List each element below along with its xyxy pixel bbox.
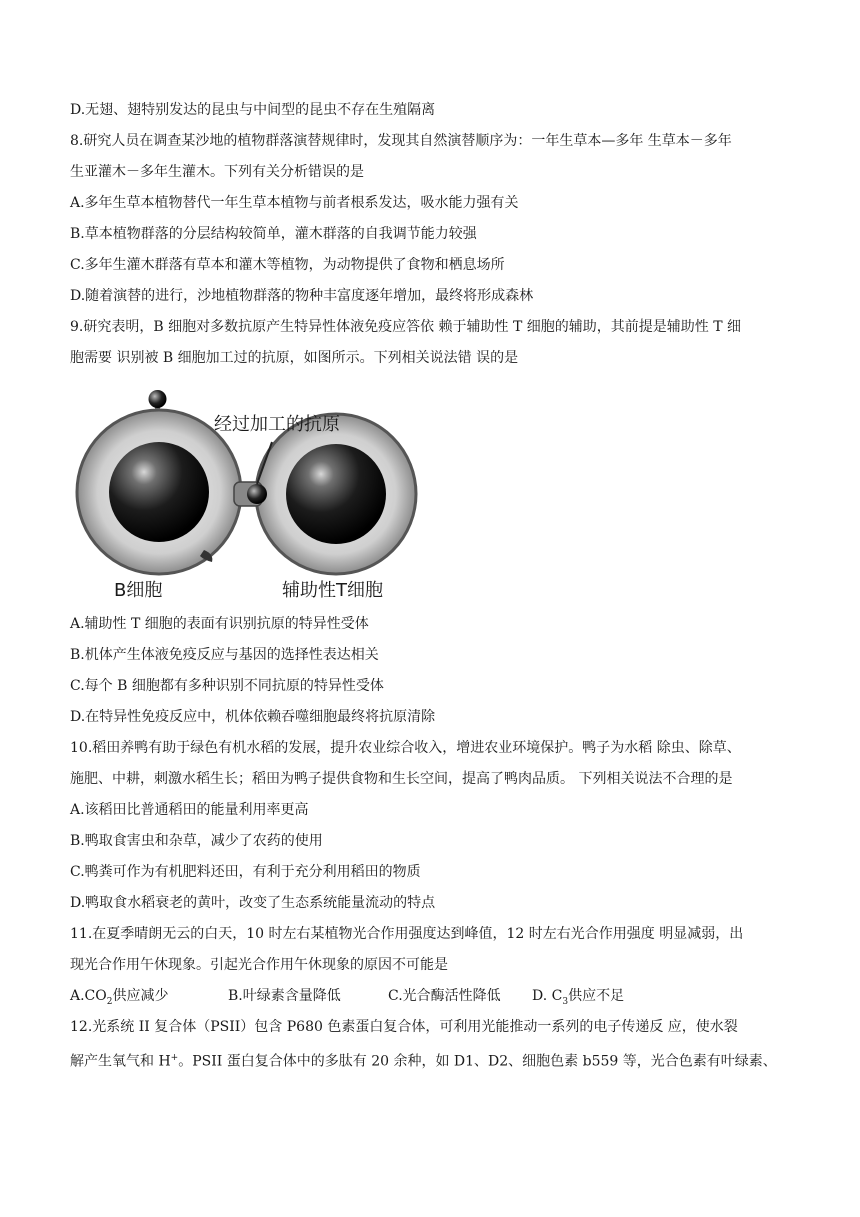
q8-option-b: B.草本植物群落的分层结构较简单，灌木群落的自我调节能力较强 <box>70 226 477 242</box>
question-12-line2: 解产生氧气和 H+。PSII 蛋白复合体中的多肽有 20 余种，如 D1、D2、细胞色素 b559 等，光合色素有叶绿素、 <box>70 1053 777 1070</box>
q10-option-d: D.鸭取食水稻衰老的黄叶，改变了生态系统能量流动的特点 <box>70 895 436 911</box>
q8-option-a: A.多年生草本植物替代一年生草本植物与前者根系发达，吸水能力强有关 <box>70 195 519 211</box>
q11-option-c: C.光合酶活性降低 <box>388 988 501 1004</box>
q9-option-b: B.机体产生体液免疫反应与基因的选择性表达相关 <box>70 647 379 663</box>
antigen-label: 经过加工的抗原 <box>214 414 340 435</box>
q10-option-a: A.该稻田比普通稻田的能量利用率更高 <box>70 802 309 818</box>
question-8-line1: 8.研究人员在调查某沙地的植物群落演替规律时，发现其自然演替顺序为：一年生草本—多年 生草本－多年 <box>70 133 732 149</box>
question-10-line1: 10.稻田养鸭有助于绿色有机水稻的发展，提升农业综合收入，增进农业环境保护。鸭子为水稻 除虫、除草、 <box>70 740 741 756</box>
b-cell-label: B细胞 <box>114 580 163 601</box>
q9-option-c: C.每个 B 细胞都有多种识别不同抗原的特异性受体 <box>70 678 384 694</box>
t-cell-label: 辅助性T细胞 <box>282 580 383 601</box>
q11-option-b: B.叶绿素含量降低 <box>228 988 341 1004</box>
cell-illustration <box>74 382 420 606</box>
q9-option-a: A.辅助性 T 细胞的表面有识别抗原的特异性受体 <box>70 616 369 632</box>
q11-option-a: $A.CO_2$供应减少 <box>70 988 169 1007</box>
cell-figure <box>74 382 420 606</box>
question-11-line1: 11.在夏季晴朗无云的白天，10 时左右某植物光合作用强度达到峰值，12 时左右光合作用强度 明显减弱，出 <box>70 926 744 942</box>
option-d-q7: D.无翅、翅特别发达的昆虫与中间型的昆虫不存在生殖隔离 <box>70 102 436 118</box>
q10-option-c: C.鸭粪可作为有机肥料还田，有利于充分利用稻田的物质 <box>70 864 421 880</box>
question-10-line2: 施肥、中耕，刺激水稻生长；稻田为鸭子提供食物和生长空间，提高了鸭肉品质。 下列相关说法不合理的是 <box>70 771 733 787</box>
q10-option-b: B.鸭取食害虫和杂草，减少了农药的使用 <box>70 833 323 849</box>
question-11-line2: 现光合作用午休现象。引起光合作用午休现象的原因不可能是 <box>70 957 448 973</box>
q9-option-d: D.在特异性免疫反应中，机体依赖吞噬细胞最终将抗原清除 <box>70 709 436 725</box>
question-9-line2: 胞需要 识别被 B 细胞加工过的抗原，如图所示。下列相关说法错 误的是 <box>70 350 519 366</box>
question-12-line1: 12.光系统 II 复合体（PSII）包含 P680 色素蛋白复合体，可利用光能推动一系列的电子传递反 应，使水裂 <box>70 1019 738 1035</box>
question-9-line1: 9.研究表明，B 细胞对多数抗原产生特异性体液免疫应答依 赖于辅助性 T 细胞的辅助，其前提是辅助性 T 细 <box>70 319 742 335</box>
helper-t-cell <box>256 414 416 574</box>
q11-options <box>70 986 624 1012</box>
q8-option-d: D.随着演替的进行，沙地植物群落的物种丰富度逐年增加，最终将形成森林 <box>70 288 534 304</box>
q11-option-d: D. $C_3$供应不足 <box>532 988 625 1007</box>
q8-option-c: C.多年生灌木群落有草本和灌木等植物，为动物提供了食物和栖息场所 <box>70 257 505 273</box>
question-8-line2: 生亚灌木－多年生灌木。下列有关分析错误的是 <box>70 164 364 180</box>
